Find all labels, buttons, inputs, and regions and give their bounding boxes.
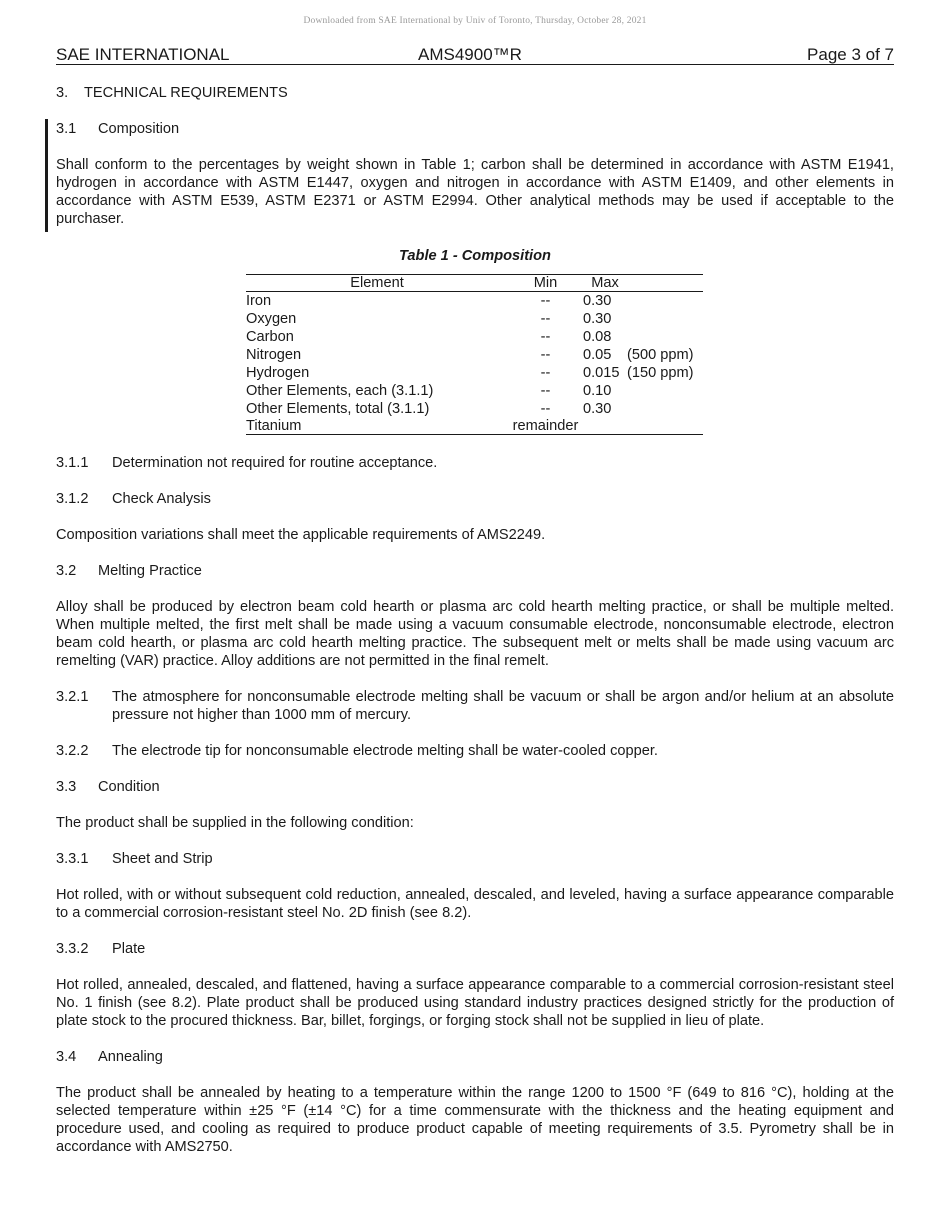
cell-min: -- — [540, 311, 551, 327]
section-title: Condition — [98, 779, 160, 795]
cell-max: 0.08 — [583, 329, 612, 345]
section-number: 3.1.2 — [56, 491, 89, 507]
table-row — [246, 364, 703, 382]
cell-max — [583, 418, 627, 435]
table-row — [246, 328, 703, 346]
section-number: 3.4 — [56, 1049, 77, 1065]
section-number: 3.1.1 — [56, 455, 89, 471]
section-title: TECHNICAL REQUIREMENTS — [84, 85, 288, 101]
section-3-3-2-heading — [56, 940, 894, 958]
section-3-3-paragraph: The product shall be supplied in the following condition: — [56, 815, 414, 831]
section-number: 3.3.2 — [56, 941, 89, 957]
cell-max: 0.30 — [583, 293, 612, 309]
table-row — [246, 418, 703, 435]
section-3-3-1-paragraph: Hot rolled, with or without subsequent cold reduction, annealed, descaled, and leveled, having a surface appearance comparable to a commercial corrosion-resistant steel No. 2D finish (see 8.2). — [56, 887, 894, 921]
section-3-4-paragraph: The product shall be annealed by heating to a temperature within the range 1200 to 1500 °F (649 to 816 °C), holding at the selected temperature within ±25 °F (±14 °C) for a time commensurate with the thickness and the heating equipment and procedure used, and cooling as required to produce product capable of meeting requirements of 3.5. Pyrometry shall be in accordance with AMS2750. — [56, 1085, 894, 1155]
section-title: Melting Practice — [98, 563, 202, 579]
cell-element: Other Elements, total (3.1.1) — [246, 401, 430, 417]
header-max: Max — [583, 275, 627, 292]
section-3-1-2-heading — [56, 490, 894, 508]
table-row — [246, 346, 703, 364]
table-caption: Table 1 - Composition — [399, 248, 551, 264]
section-title: Sheet and Strip — [112, 851, 213, 867]
cell-element: Carbon — [246, 329, 294, 345]
section-number: 3.2 — [56, 563, 77, 579]
cell-ppm — [627, 382, 703, 400]
table-row — [246, 292, 703, 311]
cell-ppm — [627, 400, 703, 418]
section-title: Annealing — [98, 1049, 163, 1065]
section-3-2-1 — [56, 688, 894, 724]
table-row — [246, 400, 703, 418]
section-title: Composition — [98, 121, 180, 137]
cell-min: remainder — [508, 418, 583, 435]
section-3-1-heading — [56, 120, 894, 138]
section-title: Check Analysis — [112, 491, 211, 507]
section-3-1-1 — [56, 454, 894, 472]
section-number: 3.2.2 — [56, 743, 89, 759]
section-text: The electrode tip for nonconsumable electrode melting shall be water-cooled copper. — [112, 743, 658, 759]
cell-min: -- — [540, 401, 551, 417]
header-org: SAE INTERNATIONAL — [56, 45, 230, 64]
table-row — [246, 310, 703, 328]
cell-ppm — [627, 292, 703, 311]
cell-ppm — [627, 418, 703, 435]
section-3-2-paragraph: Alloy shall be produced by electron beam cold hearth or plasma arc cold hearth melting practice, or shall be multiple melted. When multiple melted, the first melt shall be made using a vacuum consumable electrode, nonconsumable electrode, electron beam cold hearth, or plasma arc cold hearth melting practice. The subsequent melt or melts shall be made using vacuum arc remelting (VAR) practice. Alloy additions are not permitted in the final remelt. — [56, 599, 894, 669]
section-3-1-2-paragraph: Composition variations shall meet the applicable requirements of AMS2249. — [56, 527, 546, 543]
section-text: The atmosphere for nonconsumable electrode melting shall be vacuum or shall be argon and/or helium at an absolute pressure not higher than 1000 mm of mercury. — [112, 689, 894, 723]
cell-ppm: (500 ppm) — [627, 347, 694, 363]
cell-element: Oxygen — [246, 311, 297, 327]
section-3-2-heading — [56, 562, 894, 580]
cell-element: Hydrogen — [246, 365, 310, 381]
section-number: 3.3 — [56, 779, 77, 795]
header-doc-number: AMS4900™R — [418, 45, 522, 64]
cell-ppm — [627, 328, 703, 346]
cell-min: -- — [540, 347, 551, 363]
cell-min: -- — [540, 383, 551, 399]
cell-max: 0.10 — [583, 383, 612, 399]
cell-max: 0.30 — [583, 401, 612, 417]
section-number: 3. — [56, 85, 69, 101]
section-3-3-2-paragraph: Hot rolled, annealed, descaled, and flattened, having a surface appearance comparable to a commercial corrosion-resistant steel No. 1 finish (see 8.2). Plate product shall be produced using standard industry practices designed strictly for the production of plate stock to the procured thickness. Bar, billet, forgings, or forging stock shall not be supplied in lieu of plate. — [56, 977, 894, 1029]
cell-element: Other Elements, each (3.1.1) — [246, 383, 434, 399]
section-3-1-paragraph: Shall conform to the percentages by weight shown in Table 1; carbon shall be determined in accordance with ASTM E1941, hydrogen in accordance with ASTM E1447, oxygen and nitrogen in accordance with ASTM E1409, and other elements in accordance with ASTM E539, ASTM E2371 or ASTM E2994. Other analytical methods may be used if acceptable to the purchaser. — [56, 157, 894, 227]
section-title: Plate — [112, 941, 146, 957]
cell-max: 0.30 — [583, 311, 612, 327]
cell-min: -- — [540, 293, 551, 309]
cell-ppm — [627, 310, 703, 328]
header-blank — [627, 275, 703, 292]
section-number: 3.2.1 — [56, 689, 89, 705]
section-3-4-heading — [56, 1048, 894, 1066]
section-3-2-2 — [56, 742, 894, 760]
composition-table — [246, 274, 703, 435]
document-body — [56, 84, 894, 1156]
table-row — [246, 382, 703, 400]
cell-min: -- — [540, 329, 551, 345]
cell-max: 0.05 — [583, 347, 612, 363]
section-text: Determination not required for routine acceptance. — [112, 455, 438, 471]
cell-element: Nitrogen — [246, 347, 302, 363]
header-element: Element — [246, 275, 508, 292]
header-min: Min — [508, 275, 583, 292]
section-3-3-heading — [56, 778, 894, 796]
download-notice: Downloaded from SAE International by Univ of Toronto, Thursday, October 28, 2021 — [303, 16, 647, 26]
section-3-heading — [56, 84, 894, 102]
cell-min: -- — [540, 365, 551, 381]
section-number: 3.3.1 — [56, 851, 89, 867]
header-page-number: Page 3 of 7 — [807, 45, 894, 64]
cell-ppm: (150 ppm) — [627, 365, 694, 381]
revision-change-bar — [45, 119, 48, 232]
section-number: 3.1 — [56, 121, 77, 137]
cell-element: Titanium — [246, 418, 508, 435]
table-header-row — [246, 275, 703, 292]
page-header — [56, 45, 894, 65]
cell-element: Iron — [246, 293, 272, 309]
cell-max: 0.015 — [583, 365, 620, 381]
section-3-3-1-heading — [56, 850, 894, 868]
